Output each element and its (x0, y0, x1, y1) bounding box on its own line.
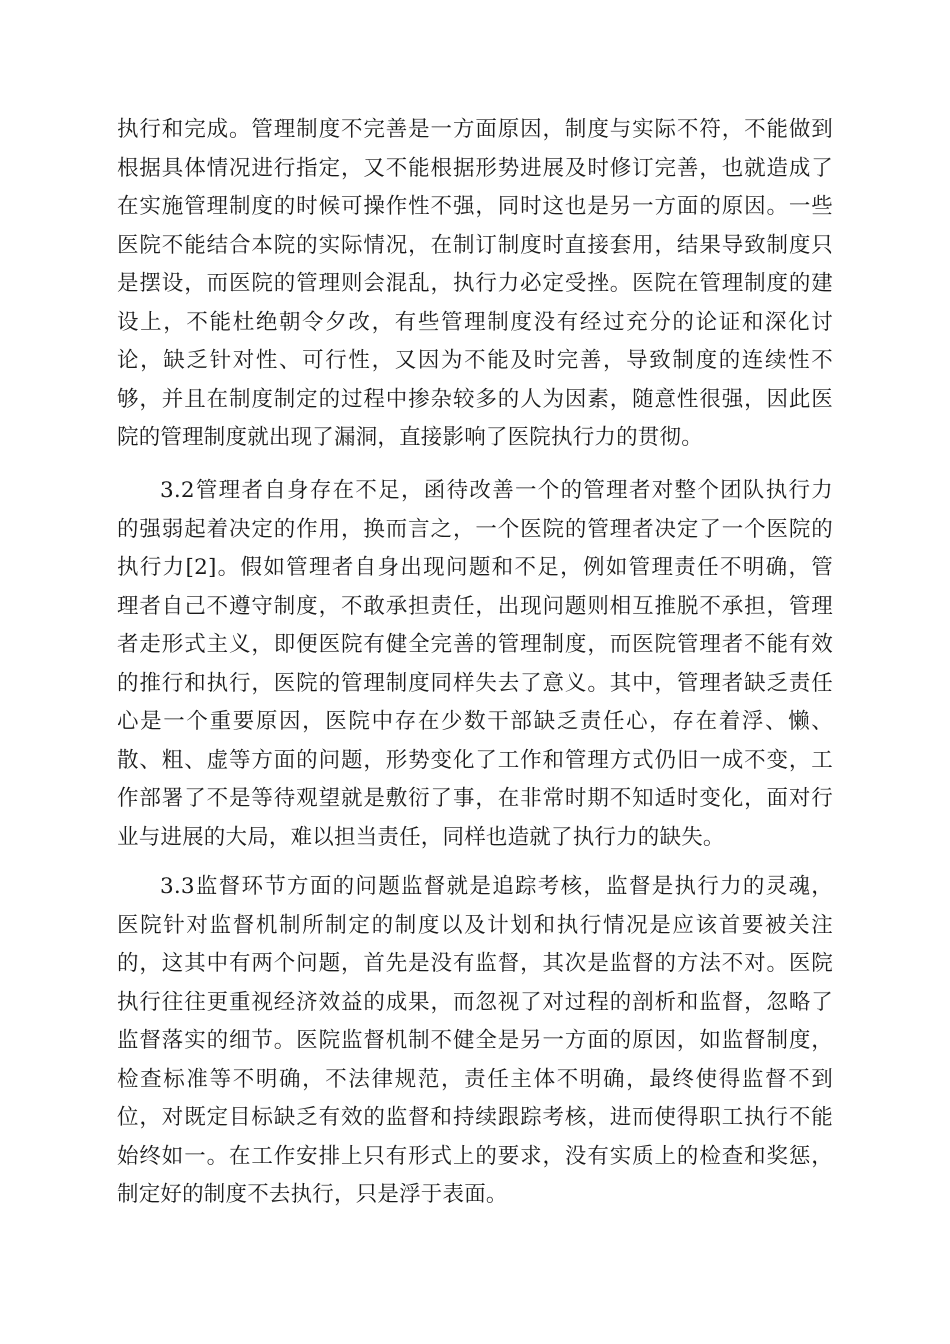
paragraph-line: 制定好的制度不去执行，只是浮于表面。 (117, 1182, 508, 1207)
paragraph-2 (117, 472, 833, 857)
paragraph-line: 的推行和执行，医院的管理制度同样失去了意义。其中，管理者缺乏责任 (117, 670, 833, 696)
paragraph-line: 执行往往更重视经济效益的成果，而忽视了对过程的剖析和监督，忽略了 (117, 989, 833, 1015)
paragraph-line: 的强弱起着决定的作用，换而言之，一个医院的管理者决定了一个医院的 (117, 516, 833, 542)
paragraph-line: 是摆设，而医院的管理则会混乱，执行力必定受挫。医院在管理制度的建 (117, 271, 833, 296)
paragraph-3 (117, 868, 833, 1215)
paragraph-line: 够，并且在制度制定的过程中掺杂较多的人为因素，随意性很强，因此医 (117, 386, 833, 412)
paragraph-line: 执行和完成。管理制度不完善是一方面原因，制度与实际不符，不能做到 (117, 117, 833, 142)
paragraph-line: 院的管理制度就出现了漏洞，直接影响了医院执行力的贯彻。 (117, 425, 703, 450)
paragraph-line: 3.2管理者自身存在不足，函待改善一个的管理者对整个团队执行力 (160, 478, 833, 503)
paragraph-line: 论，缺乏针对性、可行性，又因为不能及时完善，导致制度的连续性不 (117, 348, 833, 373)
paragraph-line: 始终如一。在工作安排上只有形式上的要求，没有实质上的检查和奖惩， (117, 1143, 833, 1169)
paragraph-line: 设上，不能杜绝朝令夕改，有些管理制度没有经过充分的论证和深化讨 (117, 309, 833, 335)
paragraph-line: 3.3监督环节方面的问题监督就是追踪考核，监督是执行力的灵魂， (160, 874, 833, 899)
paragraph-line: 检查标准等不明确，不法律规范，责任主体不明确，最终使得监督不到 (117, 1066, 833, 1092)
paragraph-line: 执行力[2]。假如管理者自身出现问题和不足，例如管理责任不明确，管 (117, 555, 833, 580)
paragraph-line: 理者自己不遵守制度，不敢承担责任，出现问题则相互推脱不承担，管理 (117, 593, 833, 619)
paragraph-line: 医院不能结合本院的实际情况，在制订制度时直接套用，结果导致制度只 (117, 232, 833, 258)
paragraph-line: 的，这其中有两个问题，首先是没有监督，其次是监督的方法不对。医院 (117, 951, 833, 976)
paragraph-line: 心是一个重要原因，医院中存在少数干部缺乏责任心，存在着浮、懒、 (117, 709, 833, 734)
paragraph-line: 者走形式主义，即便医院有健全完善的管理制度，而医院管理者不能有效 (117, 632, 833, 657)
paragraph-line: 位，对既定目标缺乏有效的监督和持续跟踪考核，进而使得职工执行不能 (117, 1105, 833, 1130)
paragraph-line: 根据具体情况进行指定，又不能根据形势进展及时修订完善，也就造成了 (117, 155, 833, 181)
paragraph-line: 散、粗、虚等方面的问题，形势变化了工作和管理方式仍旧一成不变，工 (117, 747, 833, 773)
paragraph-line: 在实施管理制度的时候可操作性不强，同时这也是另一方面的原因。一些 (117, 194, 833, 219)
paragraph-line: 监督落实的细节。医院监督机制不健全是另一方面的原因，如监督制度， (117, 1028, 833, 1053)
paragraph-line: 业与进展的大局，难以担当责任，同样也造就了执行力的缺失。 (117, 824, 725, 850)
paragraph-1 (117, 111, 833, 458)
paragraph-line: 作部署了不是等待观望就是敷衍了事，在非常时期不知适时变化，面对行 (117, 786, 833, 811)
paragraph-line: 医院针对监督机制所制定的制度以及计划和执行情况是应该首要被关注 (117, 912, 833, 938)
